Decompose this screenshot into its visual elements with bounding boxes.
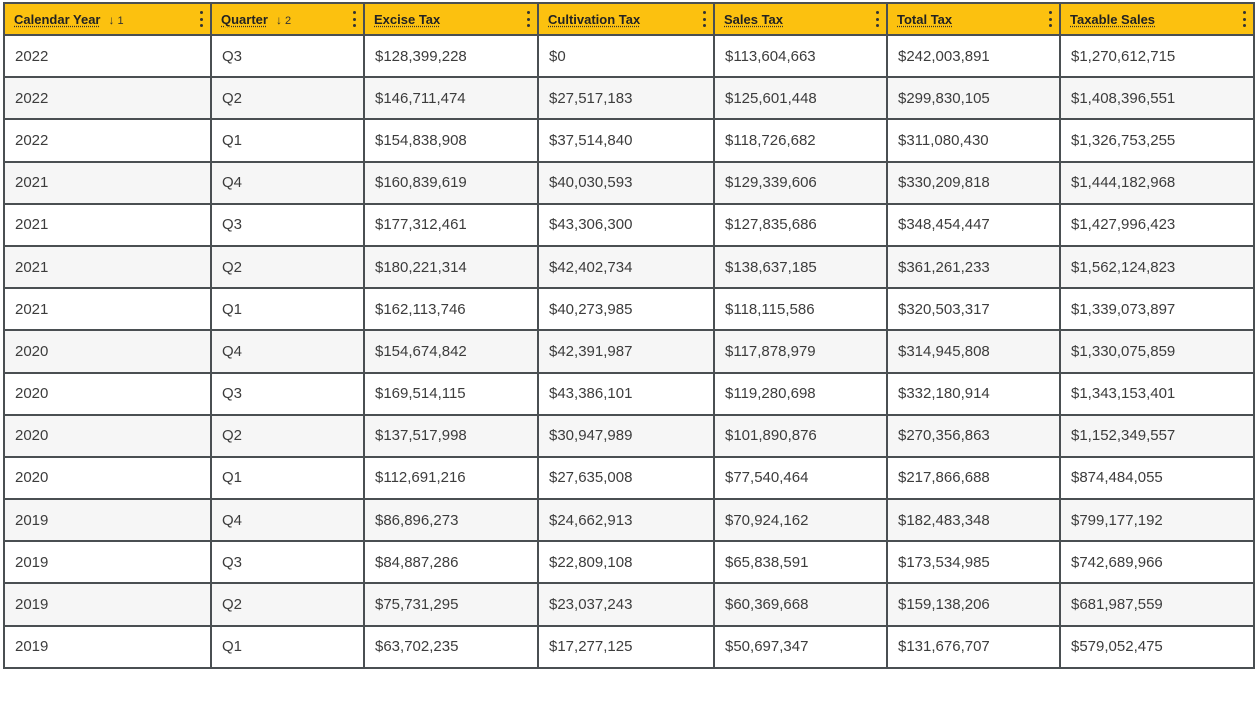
table-cell-excise-tax: $154,674,842 <box>364 330 538 372</box>
table-cell-quarter: Q4 <box>211 499 364 541</box>
table-cell-excise-tax: $86,896,273 <box>364 499 538 541</box>
table-cell-excise-tax: $84,887,286 <box>364 541 538 583</box>
table-cell-calendar-year: 2019 <box>4 499 211 541</box>
table-cell-quarter: Q2 <box>211 77 364 119</box>
table-cell-total-tax: $217,866,688 <box>887 457 1060 499</box>
table-cell-cultivation-tax: $27,517,183 <box>538 77 714 119</box>
table-cell-total-tax: $299,830,105 <box>887 77 1060 119</box>
table-cell-excise-tax: $63,702,235 <box>364 626 538 668</box>
table-cell-total-tax: $159,138,206 <box>887 583 1060 625</box>
table-cell-cultivation-tax: $43,386,101 <box>538 373 714 415</box>
sort-descending-icon: ↓ <box>275 12 282 27</box>
kebab-menu-icon[interactable] <box>1241 11 1247 27</box>
table-cell-quarter: Q1 <box>211 626 364 668</box>
column-header-label[interactable]: Excise Tax <box>374 11 441 27</box>
table-cell-cultivation-tax: $0 <box>538 35 714 77</box>
table-cell-quarter: Q3 <box>211 204 364 246</box>
table-cell-calendar-year: 2022 <box>4 35 211 77</box>
table-cell-calendar-year: 2019 <box>4 583 211 625</box>
sort-indicator <box>108 12 124 27</box>
table-cell-quarter: Q2 <box>211 583 364 625</box>
table-cell-quarter: Q1 <box>211 119 364 161</box>
table-cell-quarter: Q3 <box>211 35 364 77</box>
table-cell-taxable-sales: $1,339,073,897 <box>1060 288 1254 330</box>
table-cell-taxable-sales: $1,330,075,859 <box>1060 330 1254 372</box>
table-cell-sales-tax: $113,604,663 <box>714 35 887 77</box>
kebab-menu-icon[interactable] <box>525 11 531 27</box>
table-cell-sales-tax: $119,280,698 <box>714 373 887 415</box>
table-cell-calendar-year: 2022 <box>4 119 211 161</box>
table-cell-cultivation-tax: $24,662,913 <box>538 499 714 541</box>
table-cell-cultivation-tax: $43,306,300 <box>538 204 714 246</box>
table-cell-taxable-sales: $799,177,192 <box>1060 499 1254 541</box>
table-cell-total-tax: $182,483,348 <box>887 499 1060 541</box>
table-row <box>4 330 1254 372</box>
table-cell-taxable-sales: $1,408,396,551 <box>1060 77 1254 119</box>
table-cell-total-tax: $242,003,891 <box>887 35 1060 77</box>
table-cell-calendar-year: 2020 <box>4 373 211 415</box>
table-cell-calendar-year: 2019 <box>4 626 211 668</box>
column-header-label[interactable]: Total Tax <box>897 11 953 27</box>
column-header-taxable-sales[interactable] <box>1060 3 1254 35</box>
table-cell-calendar-year: 2021 <box>4 288 211 330</box>
table-cell-sales-tax: $127,835,686 <box>714 204 887 246</box>
table-cell-quarter: Q3 <box>211 373 364 415</box>
sort-order-number: 2 <box>284 14 292 27</box>
table-cell-quarter: Q2 <box>211 246 364 288</box>
table-cell-cultivation-tax: $27,635,008 <box>538 457 714 499</box>
sort-descending-icon: ↓ <box>108 12 115 27</box>
sort-order-number: 1 <box>117 14 124 27</box>
table-cell-sales-tax: $101,890,876 <box>714 415 887 457</box>
column-header-label[interactable]: Quarter <box>221 11 268 27</box>
table-cell-taxable-sales: $1,444,182,968 <box>1060 162 1254 204</box>
table-cell-taxable-sales: $1,427,996,423 <box>1060 204 1254 246</box>
table-cell-total-tax: $320,503,317 <box>887 288 1060 330</box>
table-cell-quarter: Q4 <box>211 330 364 372</box>
table-row <box>4 162 1254 204</box>
table-cell-sales-tax: $118,726,682 <box>714 119 887 161</box>
table-cell-taxable-sales: $1,152,349,557 <box>1060 415 1254 457</box>
table-row <box>4 246 1254 288</box>
table-cell-total-tax: $311,080,430 <box>887 119 1060 161</box>
table-cell-sales-tax: $138,637,185 <box>714 246 887 288</box>
kebab-menu-icon[interactable] <box>874 11 880 27</box>
table-cell-quarter: Q4 <box>211 162 364 204</box>
table-cell-calendar-year: 2019 <box>4 541 211 583</box>
table-cell-quarter: Q1 <box>211 288 364 330</box>
table-cell-sales-tax: $118,115,586 <box>714 288 887 330</box>
table-row <box>4 583 1254 625</box>
table-cell-calendar-year: 2020 <box>4 330 211 372</box>
table-header <box>4 3 1254 35</box>
table-cell-taxable-sales: $1,270,612,715 <box>1060 35 1254 77</box>
table-cell-excise-tax: $162,113,746 <box>364 288 538 330</box>
table-cell-calendar-year: 2022 <box>4 77 211 119</box>
column-header-sales-tax[interactable] <box>714 3 887 35</box>
table-cell-excise-tax: $146,711,474 <box>364 77 538 119</box>
table-cell-taxable-sales: $1,343,153,401 <box>1060 373 1254 415</box>
data-table-container <box>3 2 1253 669</box>
table-cell-excise-tax: $169,514,115 <box>364 373 538 415</box>
table-cell-excise-tax: $177,312,461 <box>364 204 538 246</box>
column-header-total-tax[interactable] <box>887 3 1060 35</box>
table-cell-cultivation-tax: $42,402,734 <box>538 246 714 288</box>
table-cell-quarter: Q1 <box>211 457 364 499</box>
table-cell-calendar-year: 2021 <box>4 162 211 204</box>
table-cell-excise-tax: $160,839,619 <box>364 162 538 204</box>
table-cell-taxable-sales: $874,484,055 <box>1060 457 1254 499</box>
table-cell-total-tax: $131,676,707 <box>887 626 1060 668</box>
table-cell-cultivation-tax: $22,809,108 <box>538 541 714 583</box>
table-cell-taxable-sales: $579,052,475 <box>1060 626 1254 668</box>
table-row <box>4 204 1254 246</box>
column-header-cultivation-tax[interactable] <box>538 3 714 35</box>
table-cell-quarter: Q2 <box>211 415 364 457</box>
table-row <box>4 35 1254 77</box>
table-cell-cultivation-tax: $40,273,985 <box>538 288 714 330</box>
table-cell-sales-tax: $125,601,448 <box>714 77 887 119</box>
table-cell-cultivation-tax: $17,277,125 <box>538 626 714 668</box>
table-cell-taxable-sales: $681,987,559 <box>1060 583 1254 625</box>
table-row <box>4 288 1254 330</box>
table-cell-total-tax: $361,261,233 <box>887 246 1060 288</box>
table-cell-taxable-sales: $1,326,753,255 <box>1060 119 1254 161</box>
table-cell-sales-tax: $60,369,668 <box>714 583 887 625</box>
table-cell-cultivation-tax: $23,037,243 <box>538 583 714 625</box>
column-header-calendar-year[interactable] <box>4 3 211 35</box>
table-cell-cultivation-tax: $40,030,593 <box>538 162 714 204</box>
column-header-quarter[interactable] <box>211 3 364 35</box>
table-cell-sales-tax: $50,697,347 <box>714 626 887 668</box>
table-cell-sales-tax: $65,838,591 <box>714 541 887 583</box>
table-cell-cultivation-tax: $42,391,987 <box>538 330 714 372</box>
table-row <box>4 541 1254 583</box>
kebab-menu-icon[interactable] <box>198 11 204 27</box>
table-cell-sales-tax: $77,540,464 <box>714 457 887 499</box>
sort-indicator <box>275 12 292 27</box>
table-row <box>4 415 1254 457</box>
table-cell-excise-tax: $154,838,908 <box>364 119 538 161</box>
table-row <box>4 457 1254 499</box>
table-row <box>4 626 1254 668</box>
table-cell-total-tax: $330,209,818 <box>887 162 1060 204</box>
table-cell-total-tax: $314,945,808 <box>887 330 1060 372</box>
table-cell-excise-tax: $75,731,295 <box>364 583 538 625</box>
table-cell-calendar-year: 2020 <box>4 457 211 499</box>
table-cell-calendar-year: 2021 <box>4 204 211 246</box>
column-header-label[interactable]: Sales Tax <box>724 11 784 27</box>
table-cell-total-tax: $173,534,985 <box>887 541 1060 583</box>
table-cell-excise-tax: $137,517,998 <box>364 415 538 457</box>
table-cell-sales-tax: $117,878,979 <box>714 330 887 372</box>
column-header-label[interactable]: Calendar Year <box>14 11 101 27</box>
header-row <box>4 3 1254 35</box>
table-cell-total-tax: $332,180,914 <box>887 373 1060 415</box>
table-body <box>4 35 1254 668</box>
table-cell-quarter: Q3 <box>211 541 364 583</box>
column-header-label[interactable]: Taxable Sales <box>1070 11 1156 27</box>
table-cell-taxable-sales: $1,562,124,823 <box>1060 246 1254 288</box>
table-cell-total-tax: $270,356,863 <box>887 415 1060 457</box>
column-header-label[interactable]: Cultivation Tax <box>548 11 641 27</box>
kebab-menu-icon[interactable] <box>351 11 357 27</box>
table-row <box>4 373 1254 415</box>
table-cell-excise-tax: $180,221,314 <box>364 246 538 288</box>
kebab-menu-icon[interactable] <box>1047 11 1053 27</box>
column-header-excise-tax[interactable] <box>364 3 538 35</box>
table-cell-calendar-year: 2021 <box>4 246 211 288</box>
table-cell-cultivation-tax: $37,514,840 <box>538 119 714 161</box>
table-cell-total-tax: $348,454,447 <box>887 204 1060 246</box>
table-row <box>4 499 1254 541</box>
table-cell-cultivation-tax: $30,947,989 <box>538 415 714 457</box>
table-row <box>4 77 1254 119</box>
table-cell-excise-tax: $128,399,228 <box>364 35 538 77</box>
table-cell-calendar-year: 2020 <box>4 415 211 457</box>
table-cell-excise-tax: $112,691,216 <box>364 457 538 499</box>
table-row <box>4 119 1254 161</box>
table-cell-taxable-sales: $742,689,966 <box>1060 541 1254 583</box>
table-cell-sales-tax: $70,924,162 <box>714 499 887 541</box>
kebab-menu-icon[interactable] <box>701 11 707 27</box>
tax-data-table <box>3 2 1255 669</box>
table-cell-sales-tax: $129,339,606 <box>714 162 887 204</box>
